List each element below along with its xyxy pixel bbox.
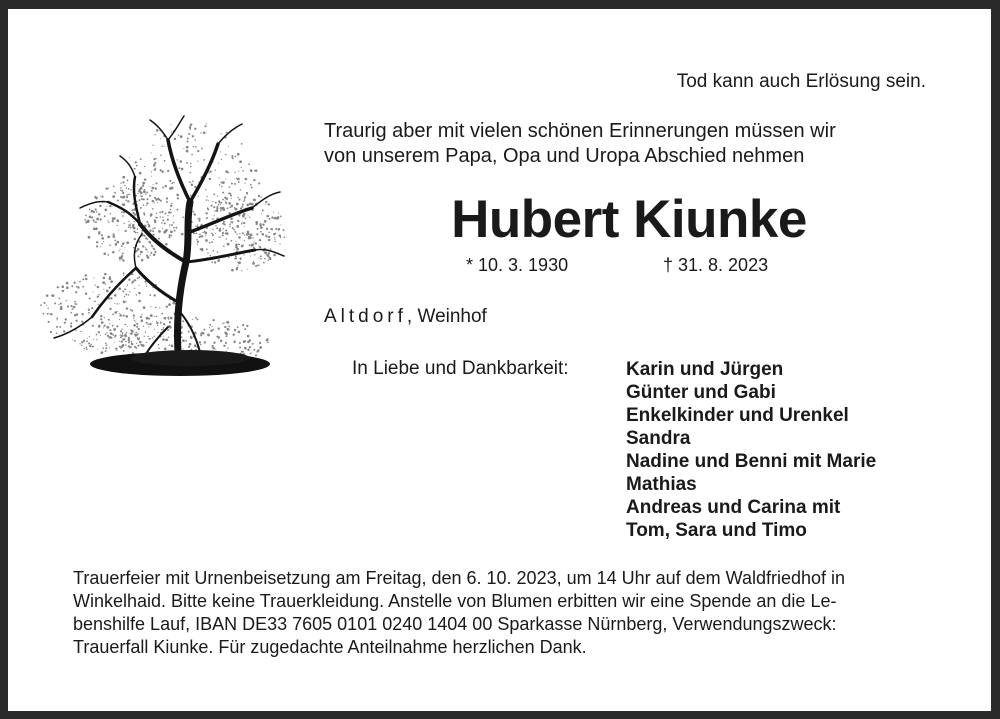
intro-text (324, 119, 836, 169)
mourners-label: In Liebe und Dankbarkeit: (352, 358, 569, 379)
notice-line: benshilfe Lauf, IBAN DE33 7605 0101 0240 1404 00 Sparkasse Nürnberg, Verwendungszweck: (73, 614, 837, 634)
mourner-item: Karin und Jürgen (626, 359, 784, 380)
mourner-item: Günter und Gabi (626, 382, 776, 403)
mourner-item: Enkelkinder und Urenkel (626, 405, 849, 426)
mourner-item: Andreas und Carina mit (626, 497, 841, 518)
place-rest: , Weinhof (406, 306, 487, 327)
motto-text: Tod kann auch Erlösung sein. (676, 71, 926, 92)
funeral-notice (73, 567, 938, 659)
intro-line: Traurig aber mit vielen schönen Erinnerungen müssen wir (324, 120, 836, 142)
tree-illustration-icon (40, 112, 300, 402)
notice-line: Trauerfall Kiunke. Für zugedachte Anteilnahme herzlichen Dank. (73, 637, 587, 657)
mourners-list (626, 358, 876, 542)
place-town: Altdorf (324, 306, 407, 327)
birth-date: * 10. 3. 1930 (466, 255, 569, 275)
mourner-item: Nadine und Benni mit Marie (626, 451, 877, 472)
place-text (324, 306, 487, 328)
mourner-item: Mathias (626, 474, 697, 495)
notice-line: Trauerfeier mit Urnenbeisetzung am Freitag, den 6. 10. 2023, um 14 Uhr auf dem Waldfriedhof in (73, 568, 846, 588)
intro-line: von unserem Papa, Opa und Uropa Abschied nehmen (324, 145, 805, 167)
death-date: † 31. 8. 2023 (663, 255, 769, 275)
mourner-item: Tom, Sara und Timo (626, 520, 807, 541)
obituary-card (8, 9, 991, 711)
deceased-name: Hubert Kiunke (451, 190, 807, 249)
notice-line: Winkelhaid. Bitte keine Trauerkleidung. Anstelle von Blumen erbitten wir eine Spende an die Le- (73, 591, 837, 611)
mourner-item: Sandra (626, 428, 691, 449)
